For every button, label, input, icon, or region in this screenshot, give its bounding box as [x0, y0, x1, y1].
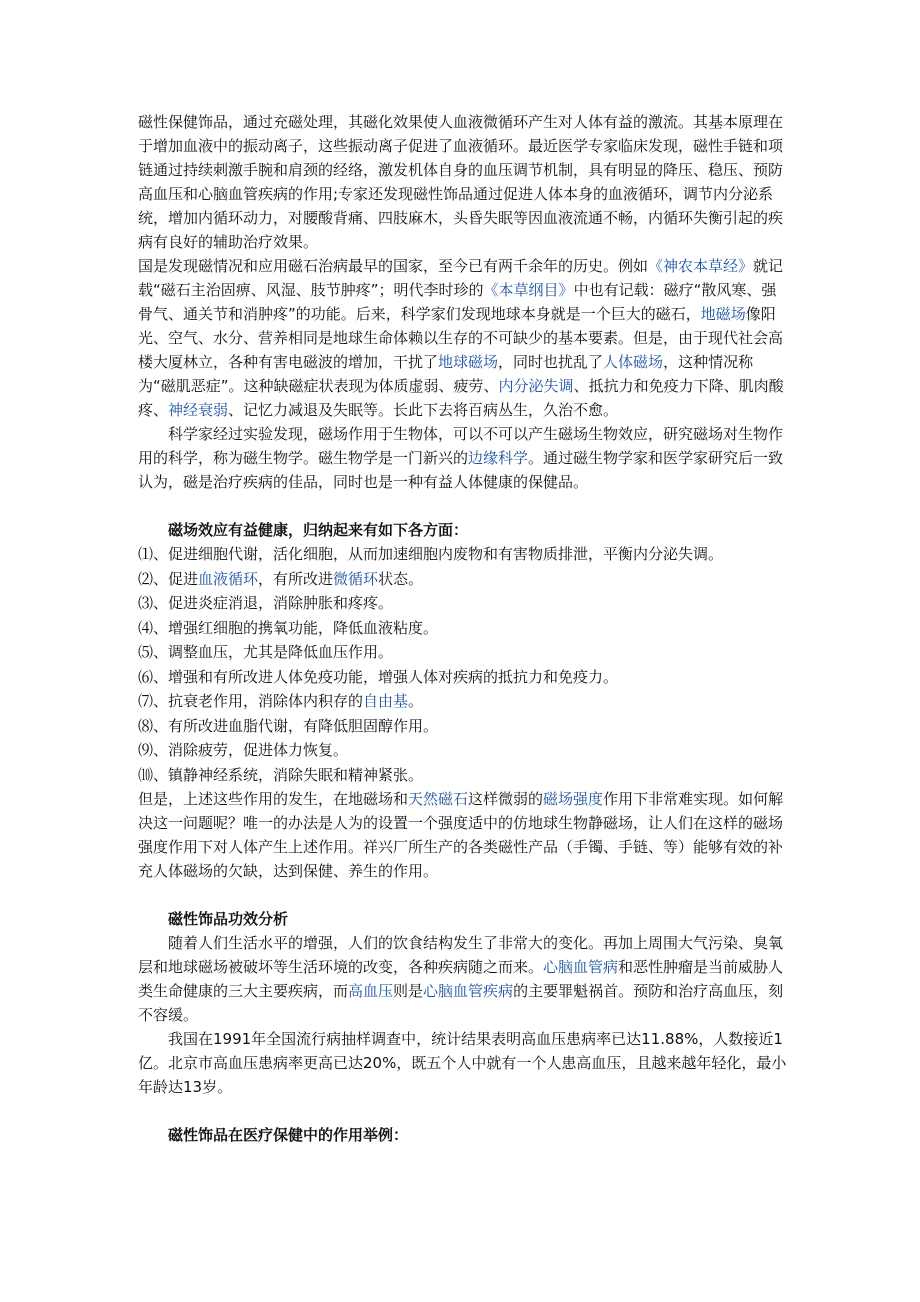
wiki-link[interactable]: 高血压	[348, 982, 394, 1000]
text-segment: 的主要罪魁祸首。预防和治疗高血压，刻不容缓。	[138, 982, 784, 1024]
wiki-link[interactable]: 自由基	[363, 692, 409, 710]
wiki-link[interactable]: 人体磁场	[603, 353, 664, 371]
text-segment: ⑶、促进炎症消退，消除肿胀和疼疼。	[138, 594, 394, 612]
text-segment: 则是	[393, 982, 424, 1000]
list-item	[138, 640, 788, 665]
heading-health-benefits: 磁场效应有益健康，归纳起来有如下各方面：	[168, 521, 469, 539]
text-segment: 就记载“磁石主治固痹、风湿、肢节肿疼”；明代李时珍的	[138, 257, 784, 299]
wiki-link[interactable]: 心脑血管疾病	[423, 982, 514, 1000]
list-item	[138, 567, 788, 592]
text-segment: 但是，上述这些作用的发生，在地磁场和	[138, 790, 409, 808]
heading-efficacy-analysis: 磁性饰品功效分析	[168, 910, 289, 928]
text-segment: 、抵抗力和免疫力下降、肌肉酸疼、	[138, 377, 784, 419]
document-body	[138, 110, 788, 1147]
text-segment: ⑼、消除疲劳，促进体力恢复。	[138, 741, 349, 759]
text-segment: ，同时也扰乱了	[498, 353, 604, 371]
wiki-link[interactable]: 地球磁场	[438, 353, 499, 371]
text-segment: ，有所改进	[258, 569, 334, 588]
text-segment: 科学家经过实验发现，磁场作用于生物体，可以不可以产生磁场生物效应，研究磁场对生物作用的科学，称为磁生物学。磁生物学是一门新兴的	[138, 425, 784, 467]
text-segment: 。	[408, 692, 424, 710]
wiki-link[interactable]: 地磁场	[700, 305, 746, 323]
wiki-link[interactable]: 微循环	[333, 569, 379, 588]
text-segment: ⑷、增强红细胞的携氧功能，降低血液粘度。	[138, 618, 439, 637]
text-segment: ⑽、镇静神经系统，消除失眠和精神紧张。	[138, 765, 424, 784]
list-item	[138, 714, 788, 739]
paragraph-statistics	[138, 1027, 788, 1099]
text-segment: ⑵、促进	[138, 569, 199, 588]
text-segment: 随着人们生活水平的增强，人们的饮食结构发生了非常大的变化。再加上周围大气污染、臭氧层和地球磁场被破坏等生活环境的改变，各种疾病随之而来。	[138, 934, 784, 976]
list-item	[138, 738, 788, 763]
text-segment: ⑹、增强和有所改进人体免疫功能，增强人体对疾病的抵抗力和免疫力。	[138, 667, 619, 686]
wiki-link[interactable]: 边缘科学	[468, 449, 529, 467]
text-segment: 和恶性肿瘤是当前威胁人类生命健康的三大主要疾病，而	[138, 958, 784, 1000]
paragraph-history	[138, 254, 788, 422]
text-segment: 、记忆力减退及失眠等。长此下去将百病丛生，久治不愈。	[228, 401, 619, 419]
text-segment: 我国在1991年全国流行病抽样调查中，统计结果表明高血压患病率已达11.88%，人数接近1亿。北京市高血压患病率更高已达20%，既五个人中就有一个人患高血压，且越来越年轻化，最小年龄达13岁。	[138, 1030, 787, 1096]
text-segment: ⑻、有所改进血脂代谢，有降低胆固醇作用。	[138, 716, 439, 735]
list-item	[138, 763, 788, 788]
paragraph-biomagnetism	[138, 422, 788, 494]
list-item	[138, 689, 788, 714]
list-item	[138, 665, 788, 690]
list-item	[138, 616, 788, 641]
list-item	[138, 542, 788, 567]
text-segment: 状态。	[378, 569, 424, 588]
text-segment: ⑴、促进细胞代谢，活化细胞，从而加速细胞内废物和有害物质排泄，平衡内分泌失调。	[138, 545, 724, 563]
paragraph-intro	[138, 110, 788, 254]
text-segment: 作用下非常难实现。如何解决这一问题呢？唯一的办法是人为的设置一个强度适中的仿地球生物静磁场，让人们在这样的磁场强度作用下对人体产生上述作用。祥兴厂所生产的各类磁性产品（手镯、手链、等）能够有效的补充人体磁场的欠缺，达到保健、养生的作用。	[138, 790, 784, 880]
wiki-link[interactable]: 天然磁石	[408, 790, 469, 808]
text-segment: 中也有记载：磁疗“散风寒、强骨气、通关节和消肿疼”的功能。后来，科学家们发现地球本身就是一个巨大的磁石，	[138, 281, 777, 323]
wiki-link[interactable]: 磁场强度	[543, 790, 604, 808]
list-item	[138, 591, 788, 616]
heading-examples: 磁性饰品在医疗保健中的作用举例：	[168, 1126, 409, 1144]
wiki-link[interactable]: 《本草纲目》	[483, 281, 574, 299]
benefits-list	[138, 542, 788, 787]
text-segment: ，这种情况称为“磁肌恶症”。这种缺磁症状表现为体质虚弱、疲劳、	[138, 353, 754, 395]
wiki-link[interactable]: 血液循环	[198, 569, 259, 588]
text-segment: 磁性保健饰品，通过充磁处理，其磁化效果使人血液微循环产生对人体有益的激流。其基本原理在于增加血液中的振动离子，这些振动离子促进了血液循环。最近医学专家临床发现，磁性手链和项链通过持续刺激手腕和肩颈的经络，激发机体自身的血压调节机制，具有明显的降压、稳压、预防高血压和心脑血管疾病的作用;专家还发现磁性饰品通过促进人体本身的血液循环，调节内分泌系统，增加内循环动力，对腰酸背痛、四肢麻木，头昏失眠等因血液流通不畅，内循环失衡引起的疾病有良好的辅助治疗效果。	[138, 113, 784, 251]
paragraph-solution	[138, 787, 788, 883]
text-segment: 这样微弱的	[468, 790, 544, 808]
text-segment: 像阳光、空气、水分、营养相同是地球生命体赖以生存的不可缺少的基本要素。但是，由于现代社会高楼大厦林立，各种有害电磁波的增加，干扰了	[138, 305, 784, 371]
wiki-link[interactable]: 神经衰弱	[168, 401, 229, 419]
wiki-link[interactable]: 心脑血管病	[543, 958, 619, 976]
wiki-link[interactable]: 内分泌失调	[498, 377, 574, 395]
wiki-link[interactable]: 《神农本草经》	[648, 257, 754, 275]
text-segment: ⑸、调整血压，尤其是降低血压作用。	[138, 643, 394, 661]
text-segment: 国是发现磁情况和应用磁石治病最早的国家，至今已有两千余年的历史。例如	[138, 257, 649, 275]
text-segment: 。通过磁生物学家和医学家研究后一致认为，磁是治疗疾病的佳品，同时也是一种有益人体健康的保健品。	[138, 449, 784, 491]
paragraph-disease-trend	[138, 931, 788, 1027]
text-segment: ⑺、抗衰老作用，消除体内积存的	[138, 692, 364, 710]
